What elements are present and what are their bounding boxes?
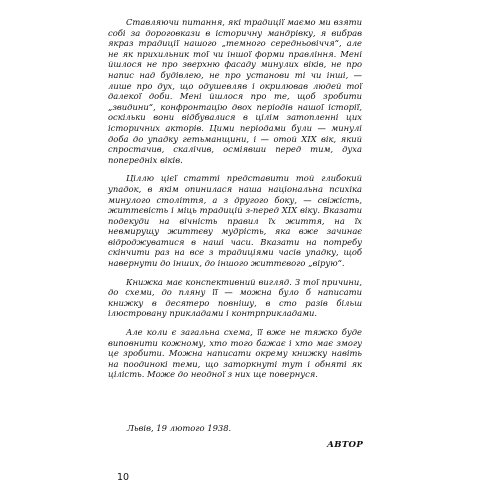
author-signature: АВТОР: [327, 440, 364, 450]
paragraph-4: Але коли є загальна схема, її вже не тяжко буде виповнити кожному, хто того бажає і хто має змогу це зробити. Можна написати окрему книжку навіть на поодинокі теми, що заторкнуті тут і обнятi як цілість. Може до неодної з них ще повернуся.: [108, 327, 362, 380]
paragraph-2: Ціллю цієї статті представити той глибокий упадок, в якім опинилася наша національна психіка минулого століття, а з другого боку, — свіжість, життєвість і міць традицій з-перед XIX віку. Вказати подекуди на вічність правил їх життя, на їх невмирущу життєву мудрість, яка вже зачинає відроджуватися в наші часи. Вказати на потребу скінчити раз на все з традиціями часів упадку, щоб навернути до інших, до іншого життєвого „вірую“.: [108, 173, 362, 269]
place-date: Львів, 19 лютого 1938.: [127, 423, 232, 433]
paragraph-3: Книжка має конспективний вигляд. З тої причини, до схеми, до пляну її — можна було б написати книжку в десятеро повнішу, в сто разів більш ілюстровану прикладами і контрприкладами.: [108, 276, 362, 319]
paragraph-1: Ставляючи питання, які традиції маємо ми взяти собі за дороговкази в історичну мандрівку, я вибрав якраз традиції нашого „темного середньовіччя“, але не як прихильник тої чи іншої форми правління. Мені йшлося не про зверхню фасаду минулих віків, не про напис над будівлею, не про установи ті чи інші, — лише про дух, що одушевляв і окрилював людей тої далекої доби. Мені йшлося про те, щоб зробити „звидини“, конфронтацію двох періодів нашої історії, оскільки вони відбувалися в цілім затопленні цих історичних акторів. Цими періодами були — минулі доба до упадку гетьманщини, і — отой XIX вік, який спростачив, скалічив, осміявши перед тим, духа попередніх віків.: [108, 17, 362, 165]
page-number: 10: [117, 472, 130, 483]
preface-text: [108, 17, 362, 388]
